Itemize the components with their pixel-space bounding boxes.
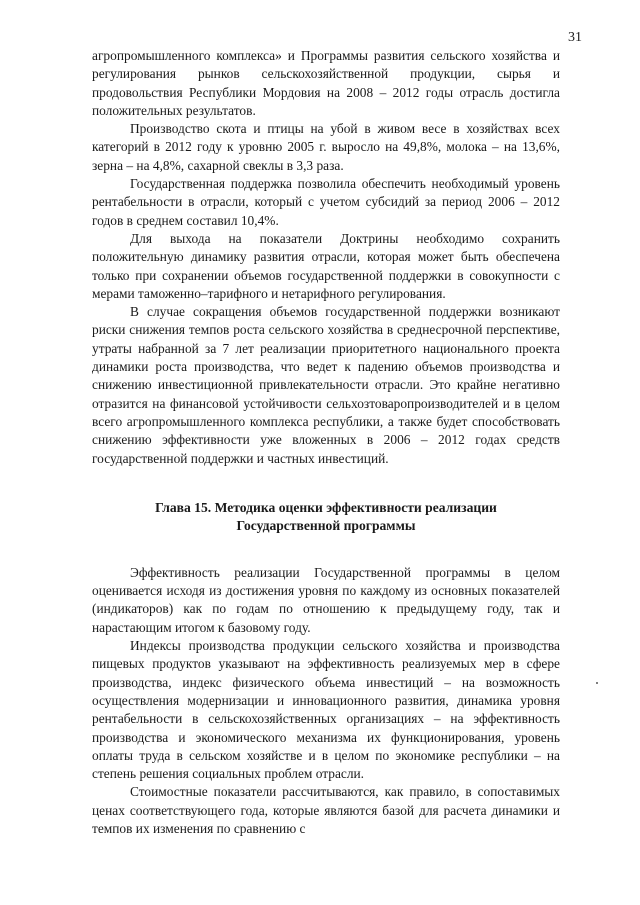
paragraph: Стоимостные показатели рассчитываются, как правило, в сопоставимых ценах соответствующего года, которые являются базой для расчета динамики и темпов их изменения по сравнению с: [92, 784, 560, 836]
chapter-title-line-2: Государственной программы: [236, 518, 416, 534]
chapter-heading: [92, 499, 560, 536]
paragraph: В случае сокращения объемов государственной поддержки возникают риски снижения темпов роста сельского хозяйства в среднесрочной перспективе, утраты набранной за 7 лет реализации приоритетного национального проекта динамики роста производства, что ведет к падению объемов производства и снижению инвестиционной привлекательности отрасли. Это крайне негативно отразится на финансовой устойчивости сельхозтоваропроизводителей и в целом всего агропромышленного комплекса республики, а также будет способствовать снижению эффективности уже вложенных в 2006 – 2012 годах средств государственной поддержки и частных инвестиций.: [92, 304, 560, 466]
page-body: [92, 47, 560, 838]
paragraph: Для выхода на показатели Доктрины необходимо сохранить положительную динамику развития отрасли, которая может быть обеспечена только при сохранении объемов государственной поддержки в совокупности с мерами таможенно–тарифного и нетарифного регулирования.: [92, 230, 560, 301]
paragraph: Производство скота и птицы на убой в живом весе в хозяйствах всех категорий в 2012 году к уровню 2005 г. выросло на 49,8%, молока – на 13,6%, зерна – на 4,8%, сахарной свеклы в 3,3 раза.: [92, 121, 560, 173]
paragraph-continued: агропромышленного комплекса» и Программы развития сельского хозяйства и регулирования рынков сельскохозяйственной продукции, сырья и продовольствия Республики Мордовия на 2008 – 2012 годы отрасль достигла положительных результатов.: [92, 48, 560, 118]
scan-speck: [596, 682, 598, 684]
paragraph: Эффективность реализации Государственной программы в целом оценивается исходя из достижения уровня по каждому из основных показателей (индикаторов) как по годам по отношению к предыдущему году, так и нарастающим итогом к базовому году.: [92, 564, 560, 635]
paragraph: Государственная поддержка позволила обеспечить необходимый уровень рентабельности в отрасли, который с учетом субсидий за период 2006 – 2012 годов в среднем составил 10,4%.: [92, 176, 560, 228]
chapter-title-line-1: Глава 15. Методика оценки эффективности реализации: [155, 499, 497, 515]
page-number: 31: [568, 30, 582, 45]
paragraph: Индексы производства продукции сельского хозяйства и производства пищевых продуктов указывают на эффективность реализуемых мер в сфере производства, индекс физического объема инвестиций – на возможность осуществления модернизации и инновационного развития, динамика уровня рентабельности в сельскохозяйственных организациях – на эффективность производства и экономического механизма их функционирования, уровень оплаты труда в сельском хозяйстве и в целом по экономике республики – на степень решения социальных проблем отрасли.: [92, 638, 560, 782]
